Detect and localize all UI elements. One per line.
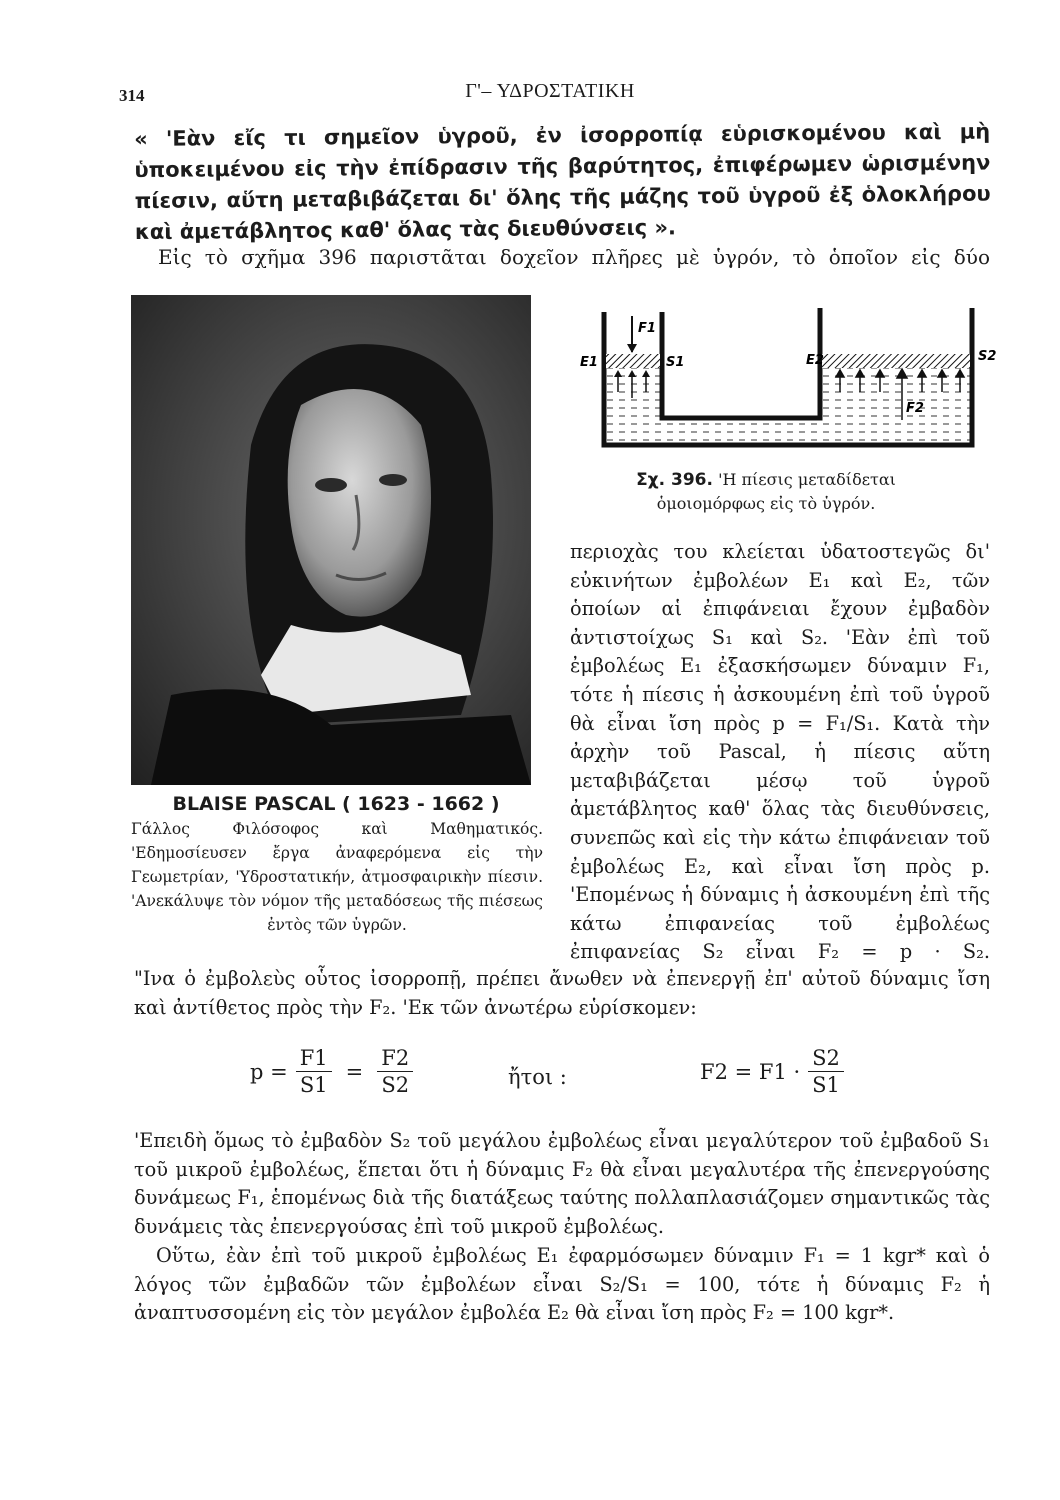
label-e1: E1 <box>580 355 598 370</box>
eq1-equals: = <box>345 1059 364 1084</box>
hydraulic-press-diagram <box>570 300 1010 460</box>
figure-caption-label: Σχ. 396. <box>636 470 713 490</box>
intro-line: Εἰς τὸ σχῆμα 396 παριστᾶται δοχεῖον πλῆρες μὲ ὑγρόν, τὸ ὁποῖον εἰς δύο <box>158 245 990 269</box>
pressure-equation <box>250 1045 421 1098</box>
eq1-frac2-num: F2 <box>377 1045 413 1072</box>
fraction-f1-s1 <box>296 1045 332 1098</box>
eq1-frac2-den: S2 <box>381 1073 410 1097</box>
paragraph-area-comparison: 'Επειδὴ ὅμως τὸ ἐμβαδὸν S₂ τοῦ μεγάλου ἐμβολέως εἶναι μεγαλύτερον τοῦ ἐμβαδοῦ S₁ τοῦ μικροῦ ἐμβολέως, ἕπεται ὅτι ἡ δύναμις F₂ θὰ εἶναι μεγαλυτέρα τῆς ἐπενεργούσης δυνάμεως F₁, ἑπομένως διὰ τῆς διατάξεως ταύτης πολλαπλασιάζομεν σημαντικῶς τὰς δυνάμεις τὰς ἐπενεργούσας ἐπὶ τοῦ μικροῦ ἐμβολέως. <box>134 1129 990 1238</box>
eq2-lhs: F2 = F1 · <box>700 1059 801 1084</box>
label-f1: F1 <box>638 321 656 336</box>
fraction-f2-s2 <box>377 1045 413 1098</box>
paragraph-numeric-example: Οὕτω, ἐὰν ἐπὶ τοῦ μικροῦ ἐμβολέως E₁ ἐφαρμόσωμεν δύναμιν F₁ = 1 kgr* καὶ ὁ λόγος τῶν ἐμβαδῶν τῶν ἐμβολέων εἶναι S₂/S₁ = 100, τότε ἡ δύναμις F₂ ἡ ἀναπτυσσομένη εἰς τὸν μεγάλον ἐμβολέα E₂ θὰ εἶναι ἴση πρὸς F₂ = 100 kgr*. <box>134 1244 990 1325</box>
running-title: Γ'– ΥΔΡΟΣΤΑΤΙΚΗ <box>465 80 635 102</box>
eq1-frac1-num: F1 <box>296 1045 332 1072</box>
pascal-law-quote: « 'Εὰν εἴς τι σημεῖον ὑγροῦ, ἐν ἰσορροπίᾳ εὑρισκομένου καὶ μὴ ὑποκειμένου εἰς τὴν ἐπίδρασιν τῆς βαρύτητος, ἐπιφέρωμεν ὡρισμένην πίεσιν, αὕτη μεταβιβάζεται δι' ὅλης τῆς μάζης τοῦ ὑγροῦ ἐξ ὁλοκλήρου καὶ ἀμετάβλητος καθ' ὅλας τὰς διευθύνσεις ». <box>134 119 991 244</box>
label-s2: S2 <box>978 349 997 364</box>
equation-connector: ἤτοι : <box>508 1065 567 1089</box>
eq1-lhs: p = <box>250 1059 288 1084</box>
eq2-frac-den: S1 <box>812 1073 840 1097</box>
label-e2: E2 <box>806 353 824 368</box>
fraction-s2-s1 <box>808 1045 844 1098</box>
continuation-paragraph: "Ινα ὁ ἐμβολεὺς οὗτος ἰσορροπῇ, πρέπει ἄνωθεν νὰ ἐπενεργῇ ἐπ' αὐτοῦ δύναμις ἴση καὶ ἀντίθετος πρὸς τὴν F₂. 'Εκ τῶν ἀνωτέρω εὑρίσκομεν: <box>134 967 990 1019</box>
eq1-frac1-den: S1 <box>299 1073 328 1097</box>
label-s1: S1 <box>666 355 685 370</box>
figure-caption <box>596 468 936 516</box>
equations-row <box>0 1045 1060 1115</box>
label-f2: F2 <box>906 401 924 416</box>
portrait-caption-name: BLAISE PASCAL ( 1623 - 1662 ) <box>172 793 500 815</box>
right-column-text: περιοχὰς του κλείεται ὑδατοστεγῶς δι' εὐκινήτων ἐμβολέων E₁ καὶ E₂, τῶν ὁποίων αἱ ἐπιφάνειαι ἔχουν ἐμβαδὸν ἀντιστοίχως S₁ καὶ S₂. 'Εὰν ἐπὶ τοῦ ἐμβολέως E₁ ἐξασκήσωμεν δύναμιν F₁, τότε ἡ πίεσις ἡ ἀσκουμένη ἐπὶ τοῦ ὑγροῦ θὰ εἶναι ἴση πρὸς p = F₁/S₁. Κατὰ τὴν ἀρχὴν τοῦ Pascal, ἡ πίεσις αὕτη μεταβιβάζεται μέσῳ τοῦ ὑγροῦ ἀμετάβλητος καθ' ὅλας τὰς διευθύνσεις, συνεπῶς καὶ εἰς τὴν κάτω ἐπιφάνειαν τοῦ ἐμβολέως E₂, καὶ εἶναι ἴση πρὸς p. 'Επομένως ἡ δύναμις ἡ ἀσκουμένη ἐπὶ τῆς κάτω ἐπιφανείας τοῦ ἐμβολέως ἐπιφανείας S₂ εἶναι F₂ = p · S₂. <box>570 540 990 964</box>
eq2-frac-num: S2 <box>808 1045 844 1072</box>
figure-caption-text: 'Η πίεσις μεταδίδεται ὁμοιομόρφως εἰς τὸ ὑγρόν. <box>656 470 896 513</box>
portrait-caption-description: Γάλλος Φιλόσοφος καὶ Μαθηματικός. 'Εδημοσίευσεν ἔργα ἀναφερόμενα εἰς τὴν Γεωμετρίαν, 'Υδροστατικήν, ἀτμοσφαιρικὴν πίεσιν. 'Ανεκάλυψε τὸν νόμον τῆς μεταδόσεως τῆς πιέσεως ἐντὸς τῶν ὑγρῶν. <box>131 820 543 934</box>
page-number: 314 <box>119 86 145 105</box>
force-equation <box>700 1045 852 1098</box>
pascal-portrait-image <box>131 295 531 785</box>
